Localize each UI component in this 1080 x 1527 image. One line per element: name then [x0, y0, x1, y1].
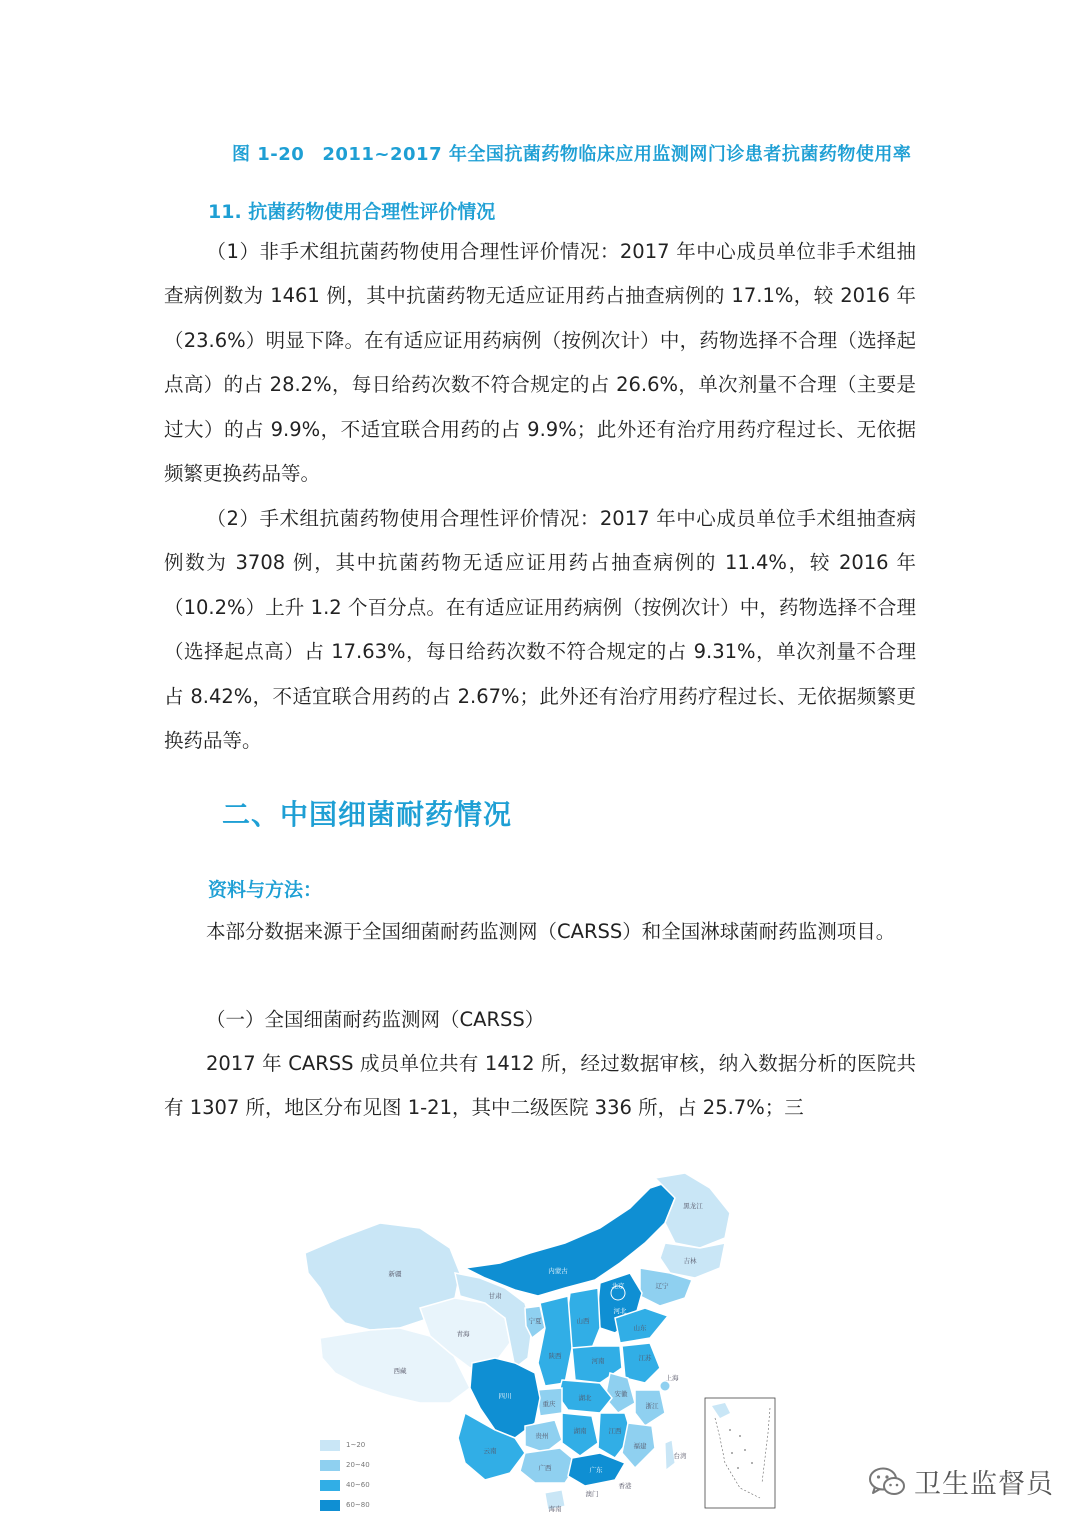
label-guangdong: 广东	[589, 1466, 603, 1474]
wechat-watermark	[868, 1462, 1054, 1501]
paragraph-carss-text: 2017 年 CARSS 成员单位共有 1412 所，经过数据审核，纳入数据分析的医院共有 1307 所，地区分布见图 1-21，其中二级医院 336 所，占 25.7%；三	[164, 1052, 916, 1120]
label-guangxi: 广西	[538, 1464, 552, 1472]
paragraph-carss	[164, 1042, 916, 1131]
paragraph-intro	[164, 910, 916, 954]
legend-label: 40~60	[346, 1481, 370, 1489]
label-ningxia: 宁夏	[528, 1317, 542, 1325]
legend-label: 1~20	[346, 1441, 366, 1449]
label-guizhou: 贵州	[535, 1432, 549, 1440]
legend-swatch	[320, 1440, 340, 1451]
legend-swatch	[320, 1460, 340, 1471]
label-shaanxi: 陕西	[548, 1352, 562, 1360]
paragraph-non-surgical-text: （1）非手术组抗菌药物使用合理性评价情况：2017 年中心成员单位非手术组抽查病例数为 1461 例，其中抗菌药物无适应证用药占抽查病例的 17.1%，较 2016 年（23.6%）明显下降。在有适应证用药病例（按例次计）中，药物选择不合理（选择起点高）的占 28.2%，每日给药次数不符合规定的占 26.6%，单次剂量不合理（主要是过大）的占 9.9%，不适宜联合用药的占 9.9%；此外还有治疗用药疗程过长、无依据频繁更换药品等。	[164, 240, 916, 486]
legend-item	[320, 1497, 370, 1513]
label-xinjiang: 新疆	[388, 1270, 402, 1278]
paragraph-carss-heading	[164, 998, 916, 1042]
map-legend	[320, 1437, 370, 1517]
legend-item	[320, 1457, 370, 1473]
province-shaanxi	[538, 1296, 572, 1386]
label-anhui: 安徽	[614, 1390, 628, 1398]
legend-swatch	[320, 1500, 340, 1511]
label-hunan: 湖南	[573, 1427, 587, 1435]
section-2-title: 二、中国细菌耐药情况	[222, 798, 513, 831]
wechat-icon	[868, 1466, 906, 1498]
province-jiangsu	[622, 1343, 660, 1383]
carss-subheading-text: （一）全国细菌耐药监测网（CARSS）	[206, 1008, 545, 1031]
label-jiangsu: 江苏	[638, 1354, 652, 1362]
legend-label: 60~80	[346, 1501, 370, 1509]
label-xianggang: 香港	[618, 1482, 632, 1490]
label-neimenggu: 内蒙古	[548, 1267, 568, 1275]
label-beijing: 北京	[611, 1282, 625, 1290]
figure-number: 图 1-20	[232, 144, 305, 165]
label-taiwan: 台湾	[673, 1452, 687, 1460]
label-aomen: 澳门	[585, 1490, 599, 1498]
legend-item	[320, 1477, 370, 1493]
legend-swatch	[320, 1480, 340, 1491]
label-qinghai: 青海	[456, 1330, 470, 1338]
watermark-text: 卫生监督员	[914, 1469, 1054, 1500]
china-map	[300, 1168, 780, 1513]
label-gansu: 甘肃	[488, 1292, 502, 1300]
label-sichuan: 四川	[498, 1392, 512, 1400]
label-hainan: 海南	[548, 1505, 562, 1513]
figure-caption-text: 2011~2017 年全国抗菌药物临床应用监测网门诊患者抗菌药物使用率	[322, 144, 912, 165]
label-henan: 河南	[591, 1357, 605, 1365]
label-jiangxi: 江西	[608, 1427, 622, 1435]
legend-item	[320, 1437, 370, 1453]
label-heilongjiang: 黑龙江	[683, 1202, 703, 1210]
section-11-heading: 11. 抗菌药物使用合理性评价情况	[208, 201, 496, 223]
label-shandong: 山东	[633, 1324, 647, 1332]
south-china-sea-inset	[705, 1398, 775, 1508]
figure-caption	[232, 140, 932, 166]
paragraph-surgical	[164, 497, 916, 763]
label-yunnan: 云南	[483, 1447, 497, 1455]
legend-label: 20~40	[346, 1461, 370, 1469]
label-xizang: 西藏	[393, 1367, 407, 1375]
materials-heading: 资料与方法：	[208, 879, 323, 901]
paragraph-non-surgical	[164, 230, 916, 496]
label-liaoning: 辽宁	[655, 1282, 669, 1290]
label-fujian: 福建	[633, 1442, 647, 1450]
label-zhejiang: 浙江	[645, 1402, 659, 1410]
label-jilin: 吉林	[683, 1257, 697, 1265]
label-hubei: 湖北	[578, 1394, 592, 1402]
label-hebei: 河北	[613, 1307, 627, 1315]
paragraph-intro-text: 本部分数据来源于全国细菌耐药监测网（CARSS）和全国淋球菌耐药监测项目。	[206, 920, 896, 943]
label-chongqing: 重庆	[542, 1400, 556, 1408]
label-shanghai: 上海	[665, 1374, 679, 1382]
province-shanghai	[660, 1381, 670, 1391]
paragraph-surgical-text: （2）手术组抗菌药物使用合理性评价情况：2017 年中心成员单位手术组抽查病例数为 3708 例，其中抗菌药物无适应证用药占抽查病例的 11.4%，较 2016 年（10.2%）上升 1.2 个百分点。在有适应证用药病例（按例次计）中，药物选择不合理（选择起点高）占 17.63%，每日给药次数不符合规定的占 9.31%，单次剂量不合理占 8.42%，不适宜联合用药的占 2.67%；此外还有治疗用药疗程过长、无依据频繁更换药品等。	[164, 507, 916, 753]
label-shanxi: 山西	[576, 1317, 590, 1325]
